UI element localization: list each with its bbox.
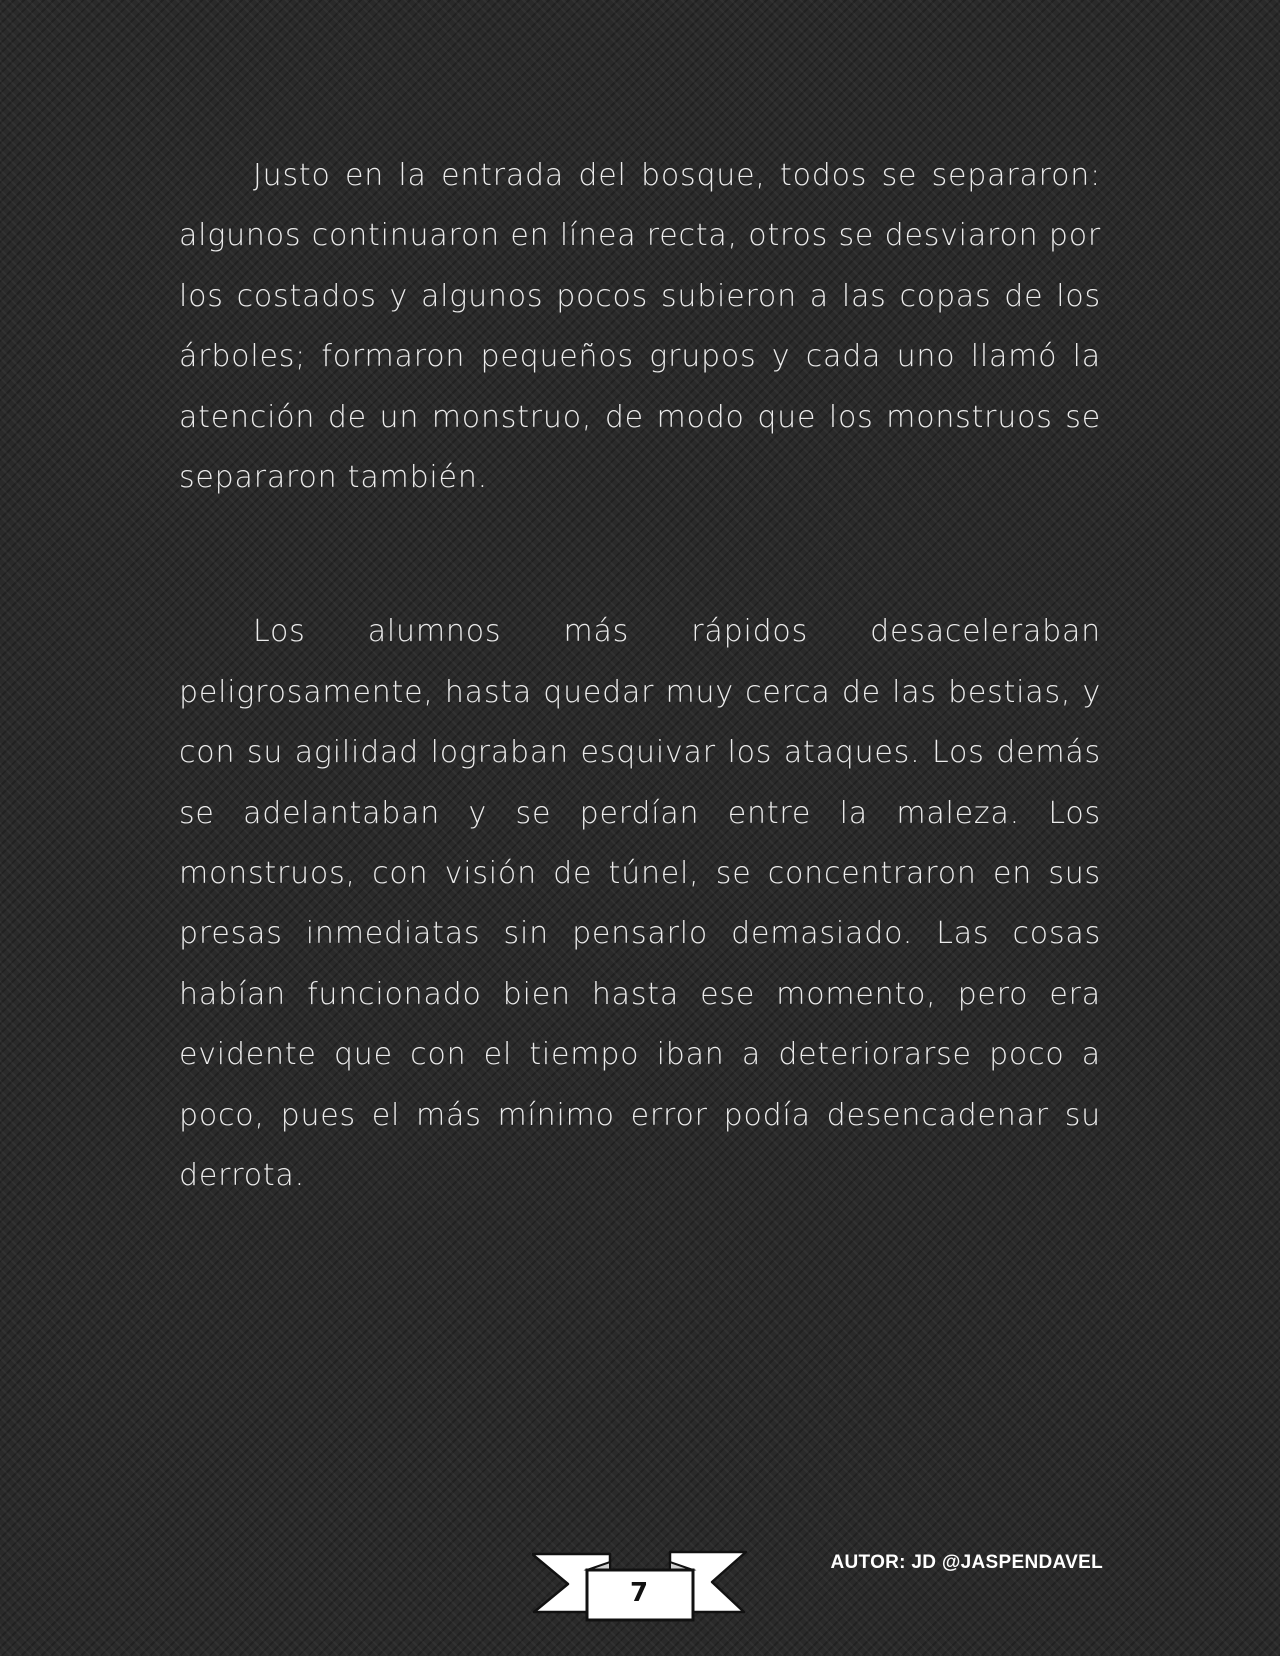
page-number: 7 [629,1578,649,1608]
page-footer [0,1548,1280,1628]
paragraph-1: Justo en la entrada del bosque, todos se separaron: algunos continuaron en línea recta, otros se desviaron por los costados y algunos pocos subieron a las copas de los árboles; formaron pequeños grupos y cada uno llamó la atención de un monstruo, de modo que los monstruos se separaron también. [179,158,1101,496]
author-credit: AUTOR: JD @JASPENDAVEL [830,1552,1103,1573]
paragraph-2: Los alumnos más rápidos desaceleraban peligrosamente, hasta quedar muy cerca de las bestias, y con su agilidad lograban esquivar los ataques. Los demás se adelantaban y se perdían entre la maleza. Los monstruos, con visión de túnel, se concentraron en sus presas inmediatas sin pensarlo demasiado. Las cosas habían funcionado bien hasta ese momento, pero era evidente que con el tiempo iban a deteriorarse poco a poco, pues el más mínimo error podía desencadenar su derrota. [179,614,1101,1194]
page-body [179,146,1101,1207]
